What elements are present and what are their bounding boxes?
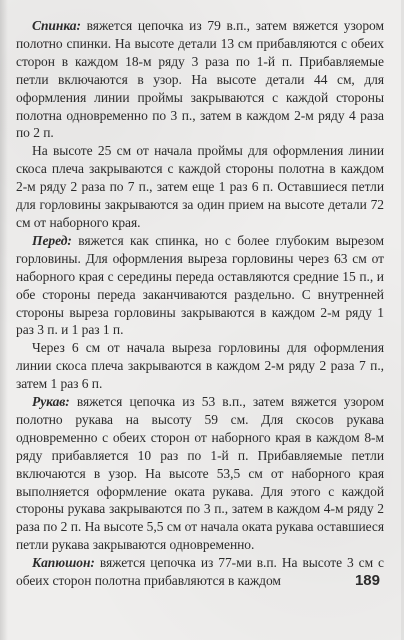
text-hood: вяжется цепочка из 77-ми в.п. На высоте 3 см с обеих сторон полотна прибавляются в каждом [16, 555, 384, 589]
paragraph-hood [16, 554, 384, 590]
paragraph-sleeve [16, 393, 384, 554]
text-sleeve: вяжется цепочка из 53 в.п., затем вяжется узором полотно рукава на высоту 59 см. Для скосов рукава одновременно с обеих сторон от наборного края в каждом 8-м ряду прибавляется 10 раз по 1-й п. Прибавляемые петли включаются в узор. На высоте 53,5 см от наборного края выполняется оформление оката рукава. Для этого с каждой стороны рукава закрываются по 3 п., затем в каждом 4-м ряду 2 раза по 2 п. На высоте 5,5 см от начала оката рукава оставшиеся петли рукава закрываются одновременно. [16, 394, 384, 553]
heading-front: Перед: [32, 232, 72, 248]
text-front-shoulder: Через 6 см от начала выреза горловины для оформления линии скоса плеча закрываются в каждом 2-м ряду 2 раза 7 п., затем 1 раз 6 п. [16, 340, 384, 392]
paragraph-back [16, 17, 384, 142]
text-front: вяжется как спинка, но с более глубоким вырезом горловины. Для оформления выреза горловины через 63 см от наборного края с середины переда оставляются средние 15 п., и обе стороны переда заканчиваются раздельно. С внутренней стороны выреза горловины закрываются в каждом 2-м ряду 1 раз 3 п. и 1 раз 1 п. [16, 232, 384, 338]
heading-sleeve: Рукав: [32, 394, 70, 410]
page-number: 189 [354, 572, 380, 589]
spine-shadow [0, 0, 8, 640]
paragraph-front [16, 232, 384, 339]
main-text [16, 17, 384, 590]
paragraph-back-shoulder [16, 142, 384, 232]
text-back-shoulder: На высоте 25 см от начала проймы для оформления линии скоса плеча закрываются с каждой стороны полотна в каждом 2-м ряду 2 раза по 7 п., затем еще 1 раз 6 п. Оставшиеся петли для горловины закрываются за один прием на высоте детали 72 см от наборного края. [16, 143, 384, 230]
paragraph-front-shoulder [16, 339, 384, 393]
text-back: вяжется цепочка из 79 в.п., затем вяжется узором полотно спинки. На высоте детали 13 см прибавляются с обеих сторон в каждом 18-м ряду 3 раза по 1-й п. Прибавляемые петли включаются в узор. На высоте детали 44 см, для оформления линии проймы закрываются с каждой стороны полотна одновременно по 3 п., затем в каждом 2-м ряду 4 раза по 2 п. [16, 18, 384, 141]
heading-hood: Капюшон: [32, 555, 95, 571]
heading-back: Спинка: [32, 18, 81, 33]
